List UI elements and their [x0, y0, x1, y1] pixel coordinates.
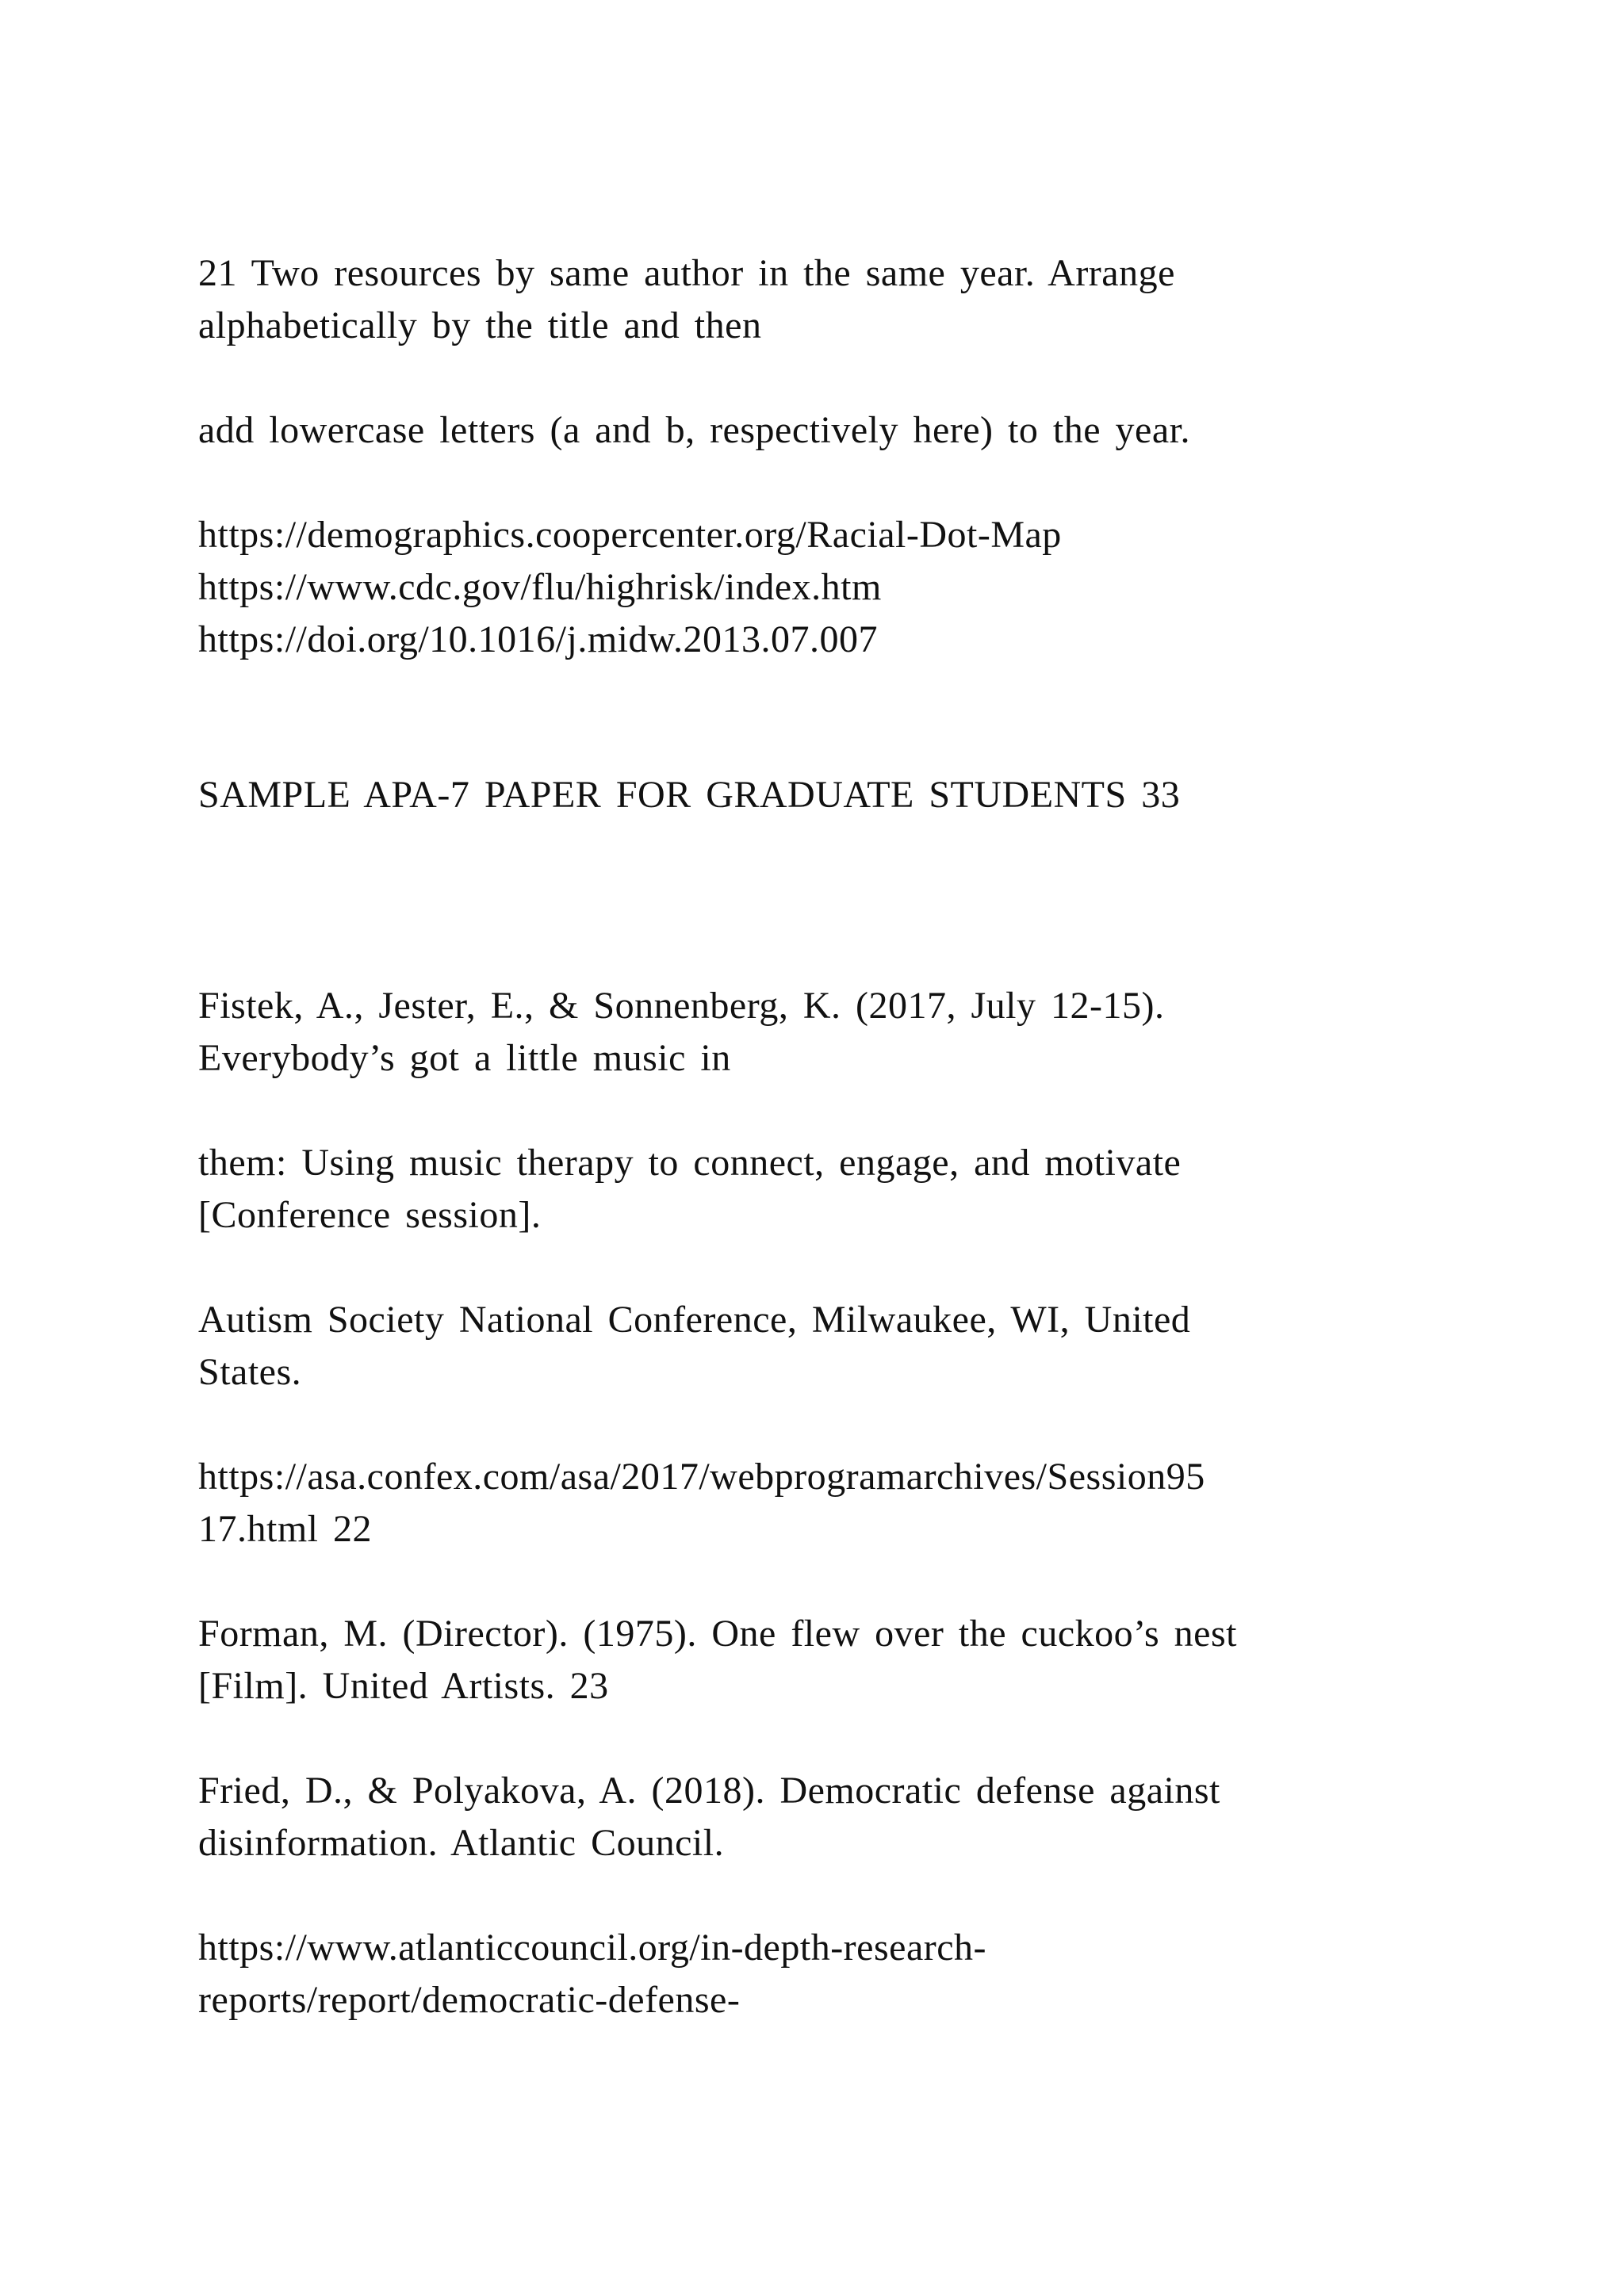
reference-fried-url-line-1: https://www.atlanticcouncil.org/in-depth-research-	[198, 1927, 987, 1969]
reference-fistek-line-2: Everybody’s got a little music in	[198, 1037, 731, 1079]
url-cdc-highrisk: https://www.cdc.gov/flu/highrisk/index.htm	[198, 566, 882, 608]
reference-fistek-line-3: them: Using music therapy to connect, engage, and motivate	[198, 1142, 1182, 1184]
reference-forman-line-1: Forman, M. (Director). (1975). One flew over the cuckoo’s nest	[198, 1613, 1237, 1655]
reference-fried-url-line-2: reports/report/democratic-defense-	[198, 1979, 741, 2021]
reference-forman-line-2: [Film]. United Artists. 23	[198, 1665, 609, 1707]
url-racial-dot-map: https://demographics.coopercenter.org/Racial-Dot-Map	[198, 514, 1062, 556]
running-head: SAMPLE APA-7 PAPER FOR GRADUATE STUDENTS 33	[198, 774, 1181, 816]
note-line-3: add lowercase letters (a and b, respectively here) to the year.	[198, 409, 1190, 451]
reference-fistek-line-4: [Conference session].	[198, 1194, 542, 1236]
reference-fried-line-2: disinformation. Atlantic Council.	[198, 1822, 725, 1864]
reference-fistek-url-line-2: 17.html 22	[198, 1508, 373, 1550]
note-line-1: 21 Two resources by same author in the same year. Arrange	[198, 252, 1175, 294]
reference-fistek-url-line-1: https://asa.confex.com/asa/2017/webprogramarchives/Session95	[198, 1456, 1205, 1498]
url-doi-midw: https://doi.org/10.1016/j.midw.2013.07.007	[198, 618, 879, 660]
reference-fistek-line-1: Fistek, A., Jester, E., & Sonnenberg, K. (2017, July 12-15).	[198, 985, 1165, 1027]
reference-fistek-line-5: Autism Society National Conference, Milwaukee, WI, United	[198, 1299, 1191, 1341]
note-line-2: alphabetically by the title and then	[198, 304, 762, 346]
reference-fistek-line-6: States.	[198, 1351, 302, 1393]
reference-fried-line-1: Fried, D., & Polyakova, A. (2018). Democratic defense against	[198, 1770, 1220, 1812]
